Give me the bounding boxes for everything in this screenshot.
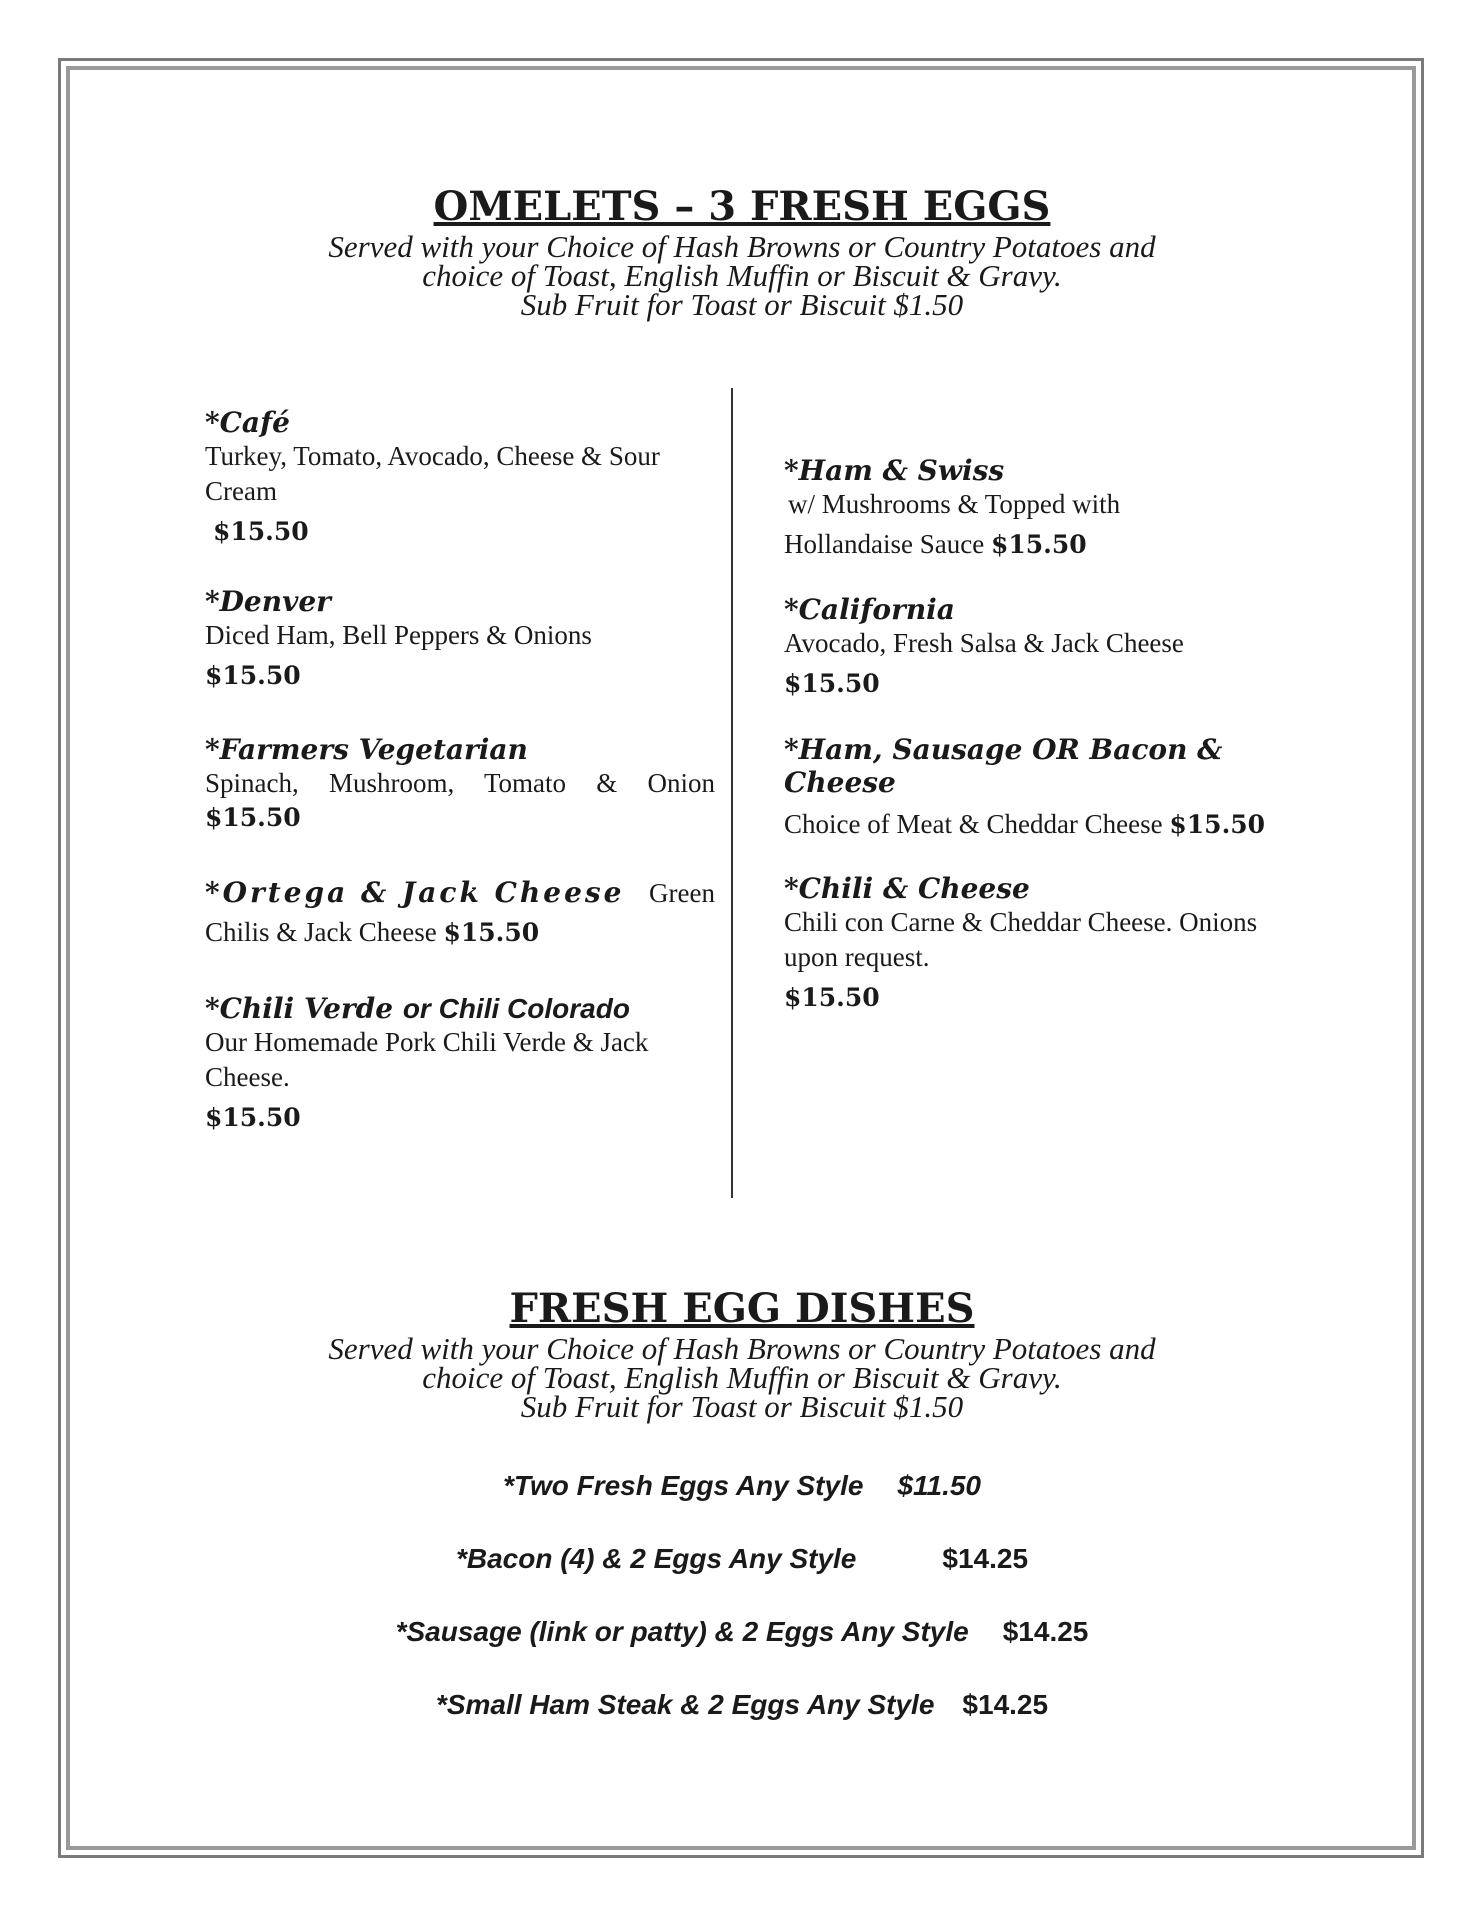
item-description: Diced Ham, Bell Peppers & Onions bbox=[205, 620, 592, 650]
item-description: Choice of Meat & Cheddar Cheese bbox=[784, 809, 1163, 839]
item-price: $15.50 bbox=[213, 517, 309, 546]
item-description: Hollandaise Sauce bbox=[784, 529, 985, 559]
menu-item-chili-verde bbox=[205, 992, 715, 1132]
omelets-subtitle-line: Sub Fruit for Toast or Biscuit $1.50 bbox=[520, 287, 964, 322]
item-description: w/ Mushrooms & Topped with bbox=[788, 489, 1121, 519]
item-heading-row bbox=[205, 876, 715, 911]
egg-dish-sausage bbox=[0, 1616, 1484, 1648]
item-name-row bbox=[205, 992, 715, 1025]
item-name: *Ham, Sausage OR Bacon & bbox=[784, 733, 1223, 766]
item-name: *Café bbox=[205, 406, 290, 439]
item-description: Green bbox=[649, 878, 715, 908]
egg-dish-bacon bbox=[0, 1543, 1484, 1575]
menu-item-ortega-jack bbox=[205, 876, 715, 950]
egg-dishes-subtitle-line: choice of Toast, English Muffin or Biscuit & Gravy. bbox=[422, 1360, 1062, 1395]
egg-dishes-title: FRESH EGG DISHES bbox=[509, 1285, 975, 1332]
menu-item-ham-sausage-bacon bbox=[784, 733, 1324, 842]
item-description: Our Homemade Pork Chili Verde & Jack Cheese. bbox=[205, 1027, 649, 1092]
dish-name: *Bacon (4) & 2 Eggs Any Style bbox=[455, 1543, 857, 1574]
item-price: $15.50 bbox=[205, 661, 301, 690]
menu-item-denver bbox=[205, 585, 715, 690]
item-name-cont: or Chili Colorado bbox=[402, 993, 630, 1024]
item-price: $15.50 bbox=[1169, 810, 1266, 839]
dish-name: *Sausage (link or patty) & 2 Eggs Any Style bbox=[395, 1616, 969, 1647]
dish-price: $14.25 bbox=[942, 1543, 1029, 1574]
item-price: $15.50 bbox=[990, 530, 1087, 559]
item-description: Avocado, Fresh Salsa & Jack Cheese bbox=[784, 628, 1184, 658]
egg-dishes-subtitle-line: Sub Fruit for Toast or Biscuit $1.50 bbox=[520, 1389, 964, 1424]
dish-price: $11.50 bbox=[897, 1470, 981, 1501]
omelets-subtitle bbox=[0, 229, 1484, 322]
egg-dishes-subtitle bbox=[0, 1331, 1484, 1424]
dish-price: $14.25 bbox=[962, 1689, 1049, 1720]
omelets-subtitle-line: choice of Toast, English Muffin or Biscuit & Gravy. bbox=[422, 258, 1062, 293]
item-description: Spinach, Mushroom, Tomato & Onion bbox=[205, 768, 715, 798]
dish-name: *Two Fresh Eggs Any Style bbox=[502, 1470, 864, 1501]
item-description: Chili con Carne & Cheddar Cheese. Onions upon request. bbox=[784, 907, 1258, 972]
item-name: *Denver bbox=[205, 585, 331, 618]
item-name: *Farmers Vegetarian bbox=[205, 733, 528, 766]
egg-dish-ham-steak bbox=[0, 1689, 1484, 1721]
item-description-cont bbox=[205, 915, 715, 950]
item-price: $15.50 bbox=[784, 983, 880, 1012]
item-name: *Chili Verde bbox=[205, 992, 394, 1025]
item-description-cont bbox=[784, 807, 1324, 842]
menu-item-farmers-vegetarian bbox=[205, 733, 715, 832]
item-price: $15.50 bbox=[205, 1103, 301, 1132]
egg-dishes-subtitle-line: Served with your Choice of Hash Browns or Country Potatoes and bbox=[328, 1331, 1156, 1366]
menu-item-ham-swiss bbox=[784, 454, 1324, 562]
item-price: $15.50 bbox=[443, 918, 540, 947]
item-name: *Chili & Cheese bbox=[784, 872, 1030, 905]
item-price: $15.50 bbox=[784, 669, 880, 698]
dish-price: $14.25 bbox=[1002, 1616, 1089, 1647]
omelets-subtitle-line: Served with your Choice of Hash Browns or Country Potatoes and bbox=[328, 229, 1156, 264]
item-description: Turkey, Tomato, Avocado, Cheese & Sour Cream bbox=[205, 441, 660, 506]
item-name: *California bbox=[784, 593, 955, 626]
item-description: Chilis & Jack Cheese bbox=[205, 917, 437, 947]
item-name-cont: Cheese bbox=[784, 766, 896, 799]
dish-name: *Small Ham Steak & 2 Eggs Any Style bbox=[435, 1689, 935, 1720]
item-description-cont bbox=[784, 527, 1324, 562]
item-name: *Ham & Swiss bbox=[784, 454, 1005, 487]
item-price: $15.50 bbox=[205, 803, 301, 832]
column-divider bbox=[731, 388, 733, 1198]
egg-dish-two-eggs bbox=[0, 1470, 1484, 1502]
omelets-title: OMELETS – 3 FRESH EGGS bbox=[433, 183, 1051, 230]
menu-item-california bbox=[784, 593, 1324, 698]
menu-item-chili-cheese bbox=[784, 872, 1324, 1012]
menu-item-cafe bbox=[205, 406, 715, 546]
item-name: *Ortega & Jack Cheese bbox=[205, 876, 625, 909]
